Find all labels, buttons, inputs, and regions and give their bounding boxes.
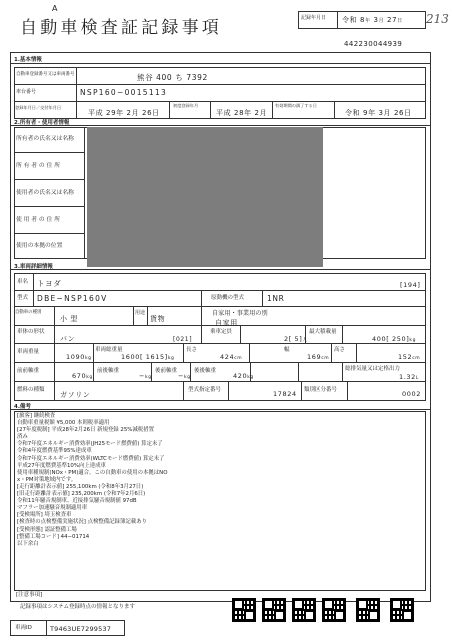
use-value: 貨物 [150,315,166,323]
remark-line: 令和11年騒音規制車、近接排気騒音規制値 97dB [17,498,137,505]
remark-line: [旧走行距離計表示値] 235,200km (令和7年2月6日) [17,491,146,498]
fuel-type-label: 燃料の種類 [17,387,45,393]
remark-line: x・PM対策地域内です。 [17,476,77,483]
qr-code-6 [390,598,414,622]
maker-value: トヨダ [37,279,62,288]
owner-name-label: 所有者の氏名又は名称 [16,136,74,142]
width-label: 幅 [284,347,290,353]
record-date-label: 記録年月日 [301,15,327,21]
qr-code-4 [322,598,346,622]
engine-value: 1NR [267,294,285,303]
reg-number-value: 熊谷 400 ち 7392 [137,73,208,82]
engine-label: 原動機の型式 [211,295,245,301]
section-basic-info-title: 1.基本情報 [14,57,42,63]
vehicle-id-value: T9463UE7299537 [50,625,112,633]
remark-line: [検査時の点検整備実施状況] 点検整備記録簿記載あり [17,519,147,526]
front-rear-axle-label: 前後軸重 [97,368,120,374]
remark-line: 令和7年度エネルギー消費効率(JH25モード燃費値) 算定未了 [17,441,163,448]
remark-line: [受検形態] 認証整備工場 [17,526,77,533]
length-label: 長さ [186,347,198,353]
use-label: 用途 [135,310,146,316]
height-label: 高さ [334,347,346,353]
max-load-value: 400[ 250]kg [372,335,417,343]
body-shape-value: バン [60,335,76,343]
remarks-lines [17,413,167,548]
notice-title: [注意事項] [16,592,43,598]
remark-line: マフラー加速騒音規制適用車 [17,505,88,512]
qr-code-5 [356,598,380,622]
handwritten-note: 213 [426,12,449,26]
rear-rear-axle-value: 420kg [233,372,254,380]
user-address-label: 使 用 者 の 住 所 [16,217,60,223]
front-front-axle-value: 670kg [72,372,93,380]
body-shape-code: [021] [173,336,193,343]
model-value: DBE−NSP160V [37,294,108,303]
body-shape-label: 車体の形状 [17,329,45,335]
first-registration-month-value: 平成 28年 2月 [216,109,268,117]
remark-line: 平成27年度燃費基準10%向上達成車 [17,462,106,469]
owner-address-label: 所 有 者 の 住 所 [16,163,60,169]
chassis-number-label: 車台番号 [16,89,37,95]
remark-line: 令和7年度エネルギー消費効率(WLTCモード燃費値) 算定未了 [17,455,165,462]
rear-rear-axle-label: 後後軸重 [194,368,217,374]
model-label: 型式 [17,295,29,301]
type-designation-label: 型式指定番号 [188,387,222,393]
capacity-value: 2[ 5]人 [284,335,308,343]
corner-mark: A [52,4,58,13]
document-title: 自動車検査証記録事項 [20,18,222,38]
expiry-value: 令和 9年 3月 26日 [345,109,412,117]
expiry-label: 有効期間の満了する日 [275,103,317,108]
remark-line: [走行距離計表示値] 255,100km (令和8年3月27日) [17,483,144,490]
base-location-label: 使用の本拠の位置 [16,243,63,249]
remark-line: [27年度税制] 平成28年2月26日 新規登録 25%減税措置 [17,427,154,434]
first-registration-value: 平成 29年 2月 26日 [88,109,160,117]
class-number-value: 0002 [402,390,421,398]
remark-line: [受検場所] 埼玉検査車 [17,512,72,519]
remark-line: [旅客] 継続検査 [17,413,56,419]
height-value: 152cm [398,353,421,361]
qr-code-1 [232,598,256,622]
vehicle-type-value: 小 型 [60,315,79,323]
type-designation-value: 17824 [273,390,297,398]
vehicle-weight-label: 車両重量 [17,349,40,355]
class-number-label: 類別区分番号 [304,387,338,393]
gross-weight-value: 1600[ 1615]kg [121,353,175,361]
displacement-value: 1.32L [399,373,419,381]
rear-front-axle-label: 後前軸重 [155,368,178,374]
reg-number-label: 自動車登録番号又は車両番号 [16,72,75,77]
displacement-label: 総排気量又は定格出力 [345,366,401,372]
maker-label: 車名 [17,279,29,285]
section-remarks-title: 4.備考 [14,404,31,410]
front-rear-axle-value: −kg [139,372,152,380]
section-owner-title: 2.所有者・使用者情報 [14,120,70,126]
remark-line: 使用車種規制(NOx・PM)適合。この自動車の使用の本拠はNO [17,469,168,476]
remark-line: [整備工場コード] 44−01714 [17,533,90,540]
fuel-type-value: ガソリン [60,391,91,399]
qr-code-3 [292,598,316,622]
private-business-label: 自家用・事業用の別 [212,310,268,317]
gross-weight-label: 車両総重量 [95,347,123,353]
private-business-value: 自家用 [215,319,238,327]
remark-line: 以下余白 [17,540,39,547]
vehicle-weight-value: 1090kg [66,353,92,361]
remark-line: 令和4年度燃費基準95%達成車 [17,448,92,455]
remark-line: 済み [17,434,28,441]
rear-front-axle-value: −kg [178,372,191,380]
front-front-axle-label: 前前軸重 [17,368,40,374]
user-name-label: 使用者の氏名又は名称 [16,190,74,196]
remark-line: 自動車重量税額 ¥5,000 本則税率適用 [17,420,110,427]
max-load-label: 最大積載量 [309,329,337,335]
serial-number: 442230044939 [344,40,403,48]
record-date-value: 令和 8年 3月 27日 [342,16,403,24]
qr-code-2 [262,598,286,622]
length-value: 424cm [220,353,243,361]
first-registration-month-label: 初度登録年月 [173,103,199,108]
width-value: 169cm [307,353,330,361]
section-vehicle-title: 3.車両詳細情報 [14,264,53,270]
first-registration-label: 登録年月日／交付年月日 [15,105,62,110]
redacted-owner-block [87,127,323,267]
capacity-label: 乗車定員 [210,329,233,335]
vehicle-type-label: 自動車の種別 [15,310,42,315]
notice-text: 記録事項はシステム登録時点の情報となります [20,604,135,610]
maker-code: [194] [400,281,421,289]
chassis-number-value: NSP160−0015113 [80,88,168,97]
vehicle-id-label: 車両ID [15,625,32,631]
